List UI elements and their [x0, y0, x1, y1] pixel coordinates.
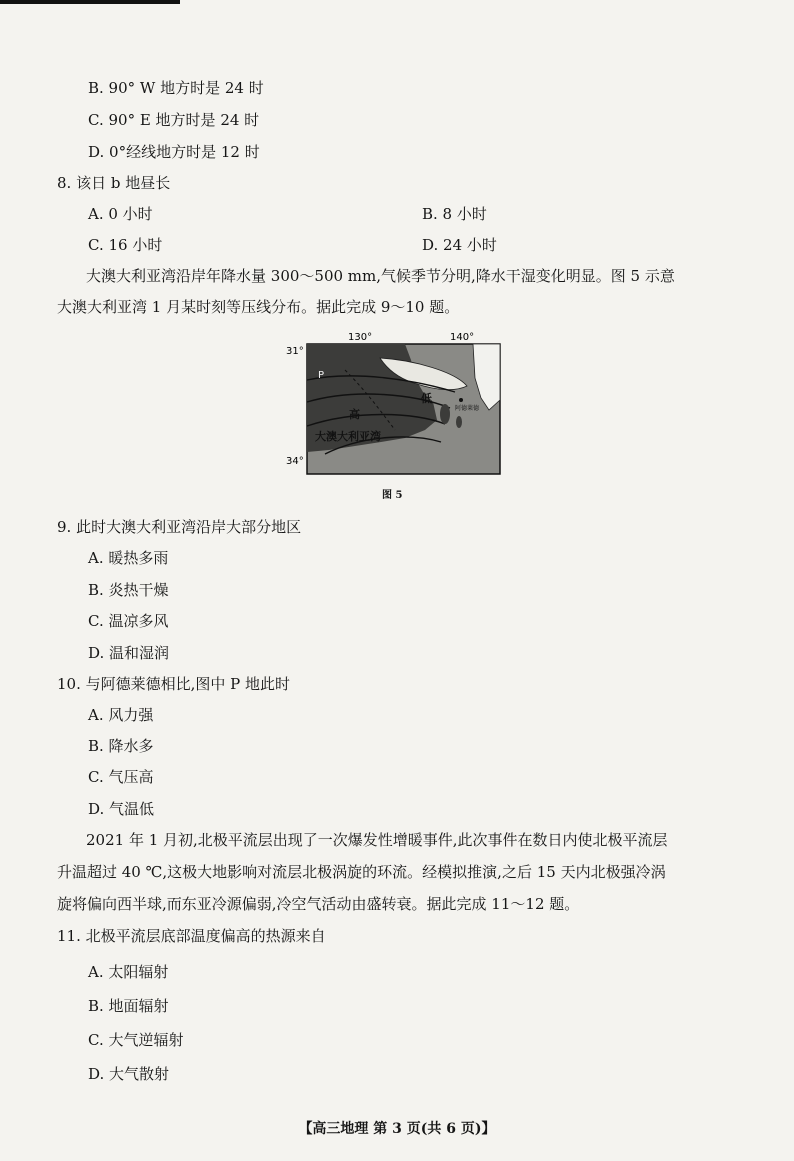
label-high: 高 — [349, 408, 360, 421]
island-1 — [440, 404, 450, 424]
q9-option-c: C. 温凉多风 — [88, 612, 169, 630]
page-footer: 【高三地理 第 3 页(共 6 页)】 — [298, 1121, 496, 1137]
q7-option-b: B. 90° W 地方时是 24 时 — [88, 79, 264, 97]
q9-option-b: B. 炎热干燥 — [88, 581, 169, 599]
q8-option-d: D. 24 小时 — [422, 236, 497, 254]
q10-option-d: D. 气温低 — [88, 800, 155, 818]
label-bay: 大澳大利亚湾 — [315, 430, 381, 443]
q8-option-b: B. 8 小时 — [422, 205, 487, 223]
island-2 — [456, 416, 462, 428]
lon-140-label: 140° — [450, 332, 475, 343]
q9-stem: 9. 此时大澳大利亚湾沿岸大部分地区 — [57, 518, 302, 536]
q7-option-d: D. 0°经线地方时是 12 时 — [88, 143, 260, 161]
label-adelaide: 阿德莱德 — [455, 405, 480, 412]
lon-130-label: 130° — [348, 332, 373, 343]
q10-option-b: B. 降水多 — [88, 737, 154, 755]
q7-option-c: C. 90° E 地方时是 24 时 — [88, 111, 260, 129]
passage2-line2: 升温超过 40 ℃,这极大地影响对流层北极涡旋的环流。经模拟推演,之后 15 天内北极强冷涡 — [57, 863, 666, 881]
q9-option-a: A. 暖热多雨 — [88, 549, 169, 567]
q8-option-a: A. 0 小时 — [88, 205, 153, 223]
passage2-line3: 旋将偏向西半球,而东亚冷源偏弱,冷空气活动由盛转衰。据此完成 11～12 题。 — [57, 895, 580, 913]
q10-option-a: A. 风力强 — [88, 706, 154, 724]
passage1-line1: 大澳大利亚湾沿岸年降水量 300～500 mm,气候季节分明,降水干湿变化明显。图 5 示意 — [86, 267, 675, 285]
passage2-line1: 2021 年 1 月初,北极平流层出现了一次爆发性增暖事件,此次事件在数日内使北极平流层 — [86, 831, 668, 849]
q10-option-c: C. 气压高 — [88, 768, 154, 786]
lat-34-label: 34° — [286, 456, 304, 467]
figure-5-isobar-map — [285, 330, 510, 480]
passage1-line2: 大澳大利亚湾 1 月某时刻等压线分布。据此完成 9～10 题。 — [57, 298, 460, 316]
q8-option-c: C. 16 小时 — [88, 236, 163, 254]
q10-stem: 10. 与阿德莱德相比,图中 P 地此时 — [57, 675, 291, 693]
adelaide-dot — [459, 398, 463, 402]
figure-5-caption: 图 5 — [382, 490, 403, 501]
q11-option-b: B. 地面辐射 — [88, 997, 169, 1015]
label-low: 低 — [421, 392, 432, 405]
top-edge-bar — [0, 0, 180, 4]
label-p: P — [318, 370, 325, 381]
q11-stem: 11. 北极平流层底部温度偏高的热源来自 — [57, 927, 326, 945]
q11-option-a: A. 太阳辐射 — [88, 963, 169, 981]
lat-31-label: 31° — [286, 346, 304, 357]
q8-stem: 8. 该日 b 地昼长 — [57, 174, 171, 192]
q9-option-d: D. 温和湿润 — [88, 644, 170, 662]
q11-option-d: D. 大气散射 — [88, 1065, 170, 1083]
q11-option-c: C. 大气逆辐射 — [88, 1031, 184, 1049]
